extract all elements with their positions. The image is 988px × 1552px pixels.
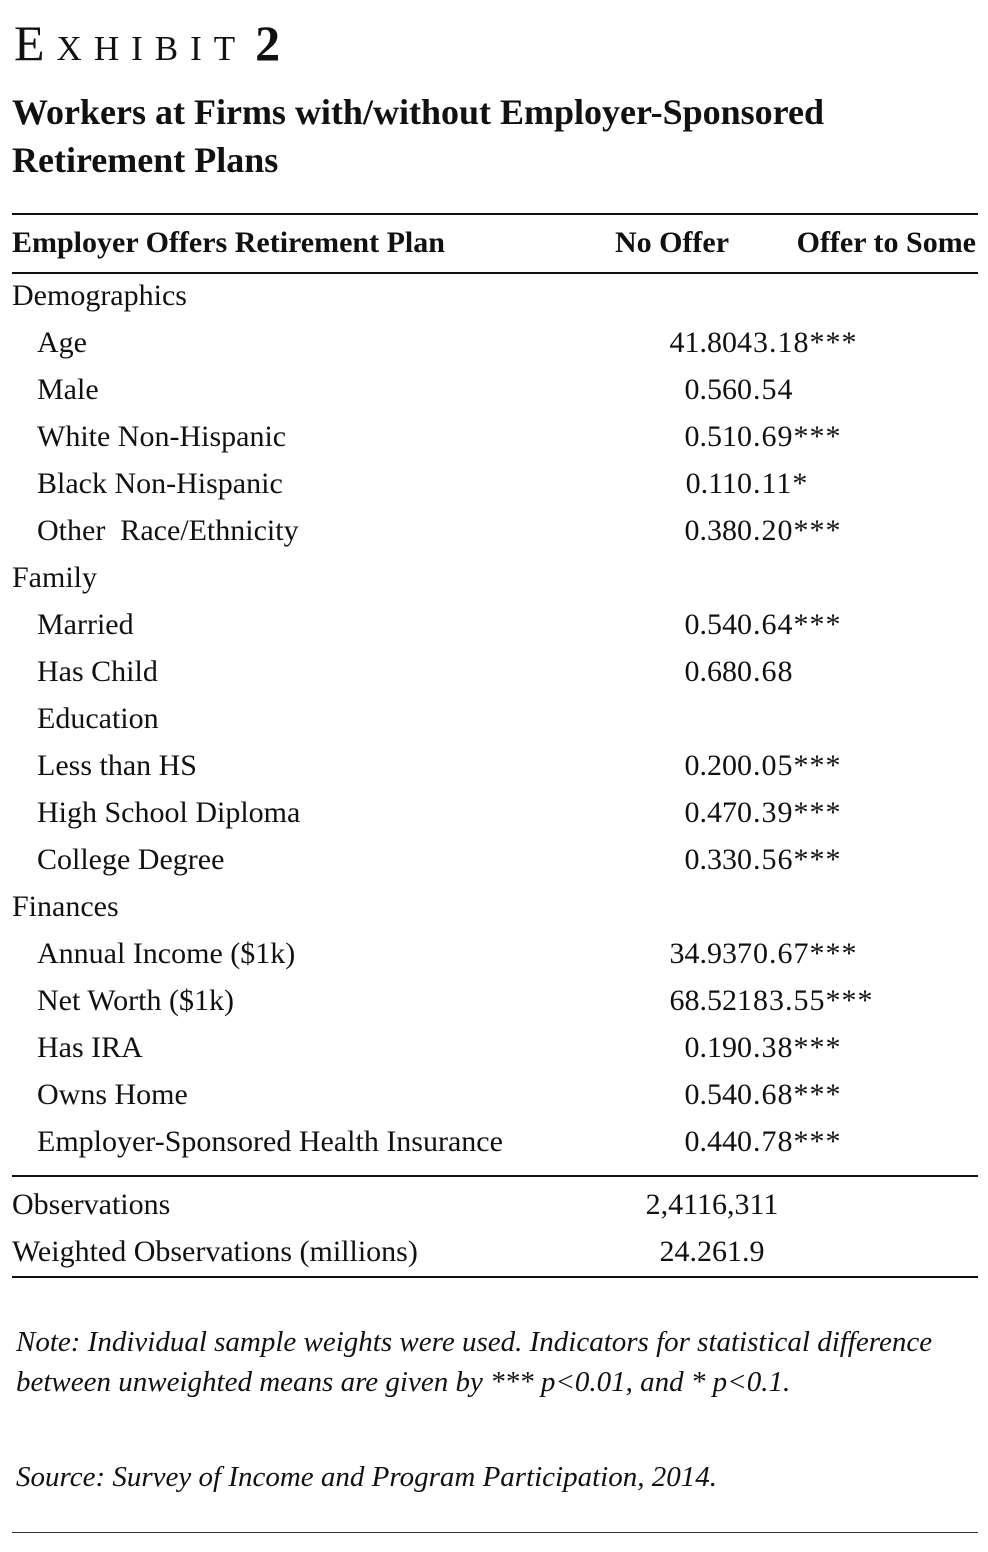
- table-source: Source: Survey of Income and Program Participation, 2014.: [16, 1461, 717, 1493]
- table-row: [12, 836, 978, 883]
- no-offer-value: 0.47: [684, 795, 737, 829]
- table-body: [12, 272, 978, 1165]
- no-offer-value: 0.54: [684, 1077, 737, 1111]
- table-row: [12, 648, 978, 695]
- offer-to-some-count: 61.9: [712, 1234, 765, 1268]
- no-offer-value: 0.33: [684, 842, 737, 876]
- no-offer-value: 0.51: [684, 419, 737, 453]
- row-label: Education: [37, 701, 159, 735]
- offer-to-some-value: [737, 695, 978, 742]
- offer-to-some-value: 0.11*: [737, 466, 809, 500]
- table-row: [12, 601, 978, 648]
- no-offer-value: 0.54: [684, 607, 737, 641]
- offer-to-some-value: 0.64***: [737, 607, 842, 641]
- no-offer-value: [607, 695, 737, 742]
- row-label: College Degree: [37, 842, 225, 876]
- row-label: Other Race/Ethnicity: [37, 513, 299, 547]
- table-row: [12, 1118, 978, 1165]
- offer-to-some-count: 6,311: [712, 1187, 779, 1221]
- table-row: [12, 366, 978, 413]
- observations-row: [12, 1228, 978, 1275]
- table-row: [12, 413, 978, 460]
- table-header-row: [12, 214, 978, 272]
- no-offer-value: 0.44: [684, 1124, 737, 1158]
- table-note: Note: Individual sample weights were used. Indicators for statistical difference between unweighted means are given by *** p<0.01, and * p<0.1.: [16, 1326, 933, 1398]
- table-row: [12, 977, 978, 1024]
- offer-to-some-value: 0.54: [737, 372, 794, 406]
- row-label: White Non-Hispanic: [37, 419, 287, 453]
- column-header-no-offer: No Offer: [614, 226, 730, 259]
- row-label: Married: [37, 607, 134, 641]
- page-bottom-rule: [12, 1532, 978, 1533]
- table-row: [12, 742, 978, 789]
- table-body-end-rule: [12, 1175, 978, 1177]
- no-offer-value: 0.38: [684, 513, 737, 547]
- column-header-category: Employer Offers Retirement Plan: [12, 226, 445, 259]
- offer-to-some-value: 0.78***: [737, 1124, 842, 1158]
- no-offer-value: [607, 883, 737, 930]
- table-footer-end-rule: [12, 1276, 978, 1278]
- no-offer-count: 24.2: [659, 1234, 712, 1268]
- section-label: Finances: [12, 889, 119, 923]
- exhibit-label: [14, 15, 281, 71]
- no-offer-value: [607, 554, 737, 601]
- row-label: Age: [37, 325, 87, 359]
- row-label: High School Diploma: [37, 795, 301, 829]
- section-label: Family: [12, 560, 98, 594]
- exhibit-title: Workers at Firms with/without Employer-Sponsored Retirement Plans: [12, 92, 825, 180]
- observations-table: [12, 1181, 978, 1275]
- no-offer-value: 0.11: [685, 466, 737, 500]
- offer-to-some-value: [737, 883, 978, 930]
- observations-body: [12, 1181, 978, 1275]
- observations-row: [12, 1181, 978, 1228]
- offer-to-some-value: 70.67***: [737, 936, 858, 970]
- observations-label: Observations: [12, 1187, 171, 1221]
- offer-to-some-value: 0.05***: [737, 748, 842, 782]
- offer-to-some-value: 183.55***: [737, 983, 874, 1017]
- no-offer-value: [607, 272, 737, 319]
- no-offer-count: 2,411: [645, 1187, 712, 1221]
- row-label: Black Non-Hispanic: [37, 466, 283, 500]
- table-row: [12, 1024, 978, 1071]
- section-label: Demographics: [12, 278, 187, 312]
- no-offer-value: 0.20: [684, 748, 737, 782]
- row-label: Has IRA: [37, 1030, 143, 1064]
- table-section-row: [12, 272, 978, 319]
- table-row: [12, 507, 978, 554]
- table-row: [12, 319, 978, 366]
- observations-label: Weighted Observations (millions): [12, 1234, 418, 1268]
- no-offer-value: 0.68: [684, 654, 737, 688]
- offer-to-some-value: 0.69***: [737, 419, 842, 453]
- no-offer-value: 41.80: [669, 325, 737, 359]
- summary-statistics-table: [12, 214, 978, 1165]
- offer-to-some-value: 0.68: [737, 654, 794, 688]
- offer-to-some-value: 0.20***: [737, 513, 842, 547]
- column-header-offer-to-some: Offer to Some: [796, 226, 976, 259]
- exhibit-number: 2: [255, 15, 281, 71]
- table-row: [12, 1071, 978, 1118]
- row-label: Employer-Sponsored Health Insurance: [37, 1124, 503, 1158]
- row-label: Net Worth ($1k): [37, 983, 234, 1017]
- no-offer-value: 0.56: [684, 372, 737, 406]
- offer-to-some-value: 43.18***: [737, 325, 858, 359]
- offer-to-some-value: 0.56***: [737, 842, 842, 876]
- exhibit-word: Exhibit: [14, 15, 248, 71]
- table-row: [12, 789, 978, 836]
- table-section-row: [12, 554, 978, 601]
- row-label: Has Child: [37, 654, 158, 688]
- no-offer-value: 34.93: [669, 936, 737, 970]
- offer-to-some-value: [737, 554, 978, 601]
- offer-to-some-value: 0.39***: [737, 795, 842, 829]
- row-label: Owns Home: [37, 1077, 188, 1111]
- table-row: [12, 460, 978, 507]
- no-offer-value: 68.52: [669, 983, 737, 1017]
- table-row: [12, 695, 978, 742]
- row-label: Less than HS: [37, 748, 197, 782]
- offer-to-some-value: [737, 272, 978, 319]
- offer-to-some-value: 0.68***: [737, 1077, 842, 1111]
- offer-to-some-value: 0.38***: [737, 1030, 842, 1064]
- row-label: Male: [37, 372, 99, 406]
- table-section-row: [12, 883, 978, 930]
- table-row: [12, 930, 978, 977]
- no-offer-value: 0.19: [684, 1030, 737, 1064]
- row-label: Annual Income ($1k): [37, 936, 296, 970]
